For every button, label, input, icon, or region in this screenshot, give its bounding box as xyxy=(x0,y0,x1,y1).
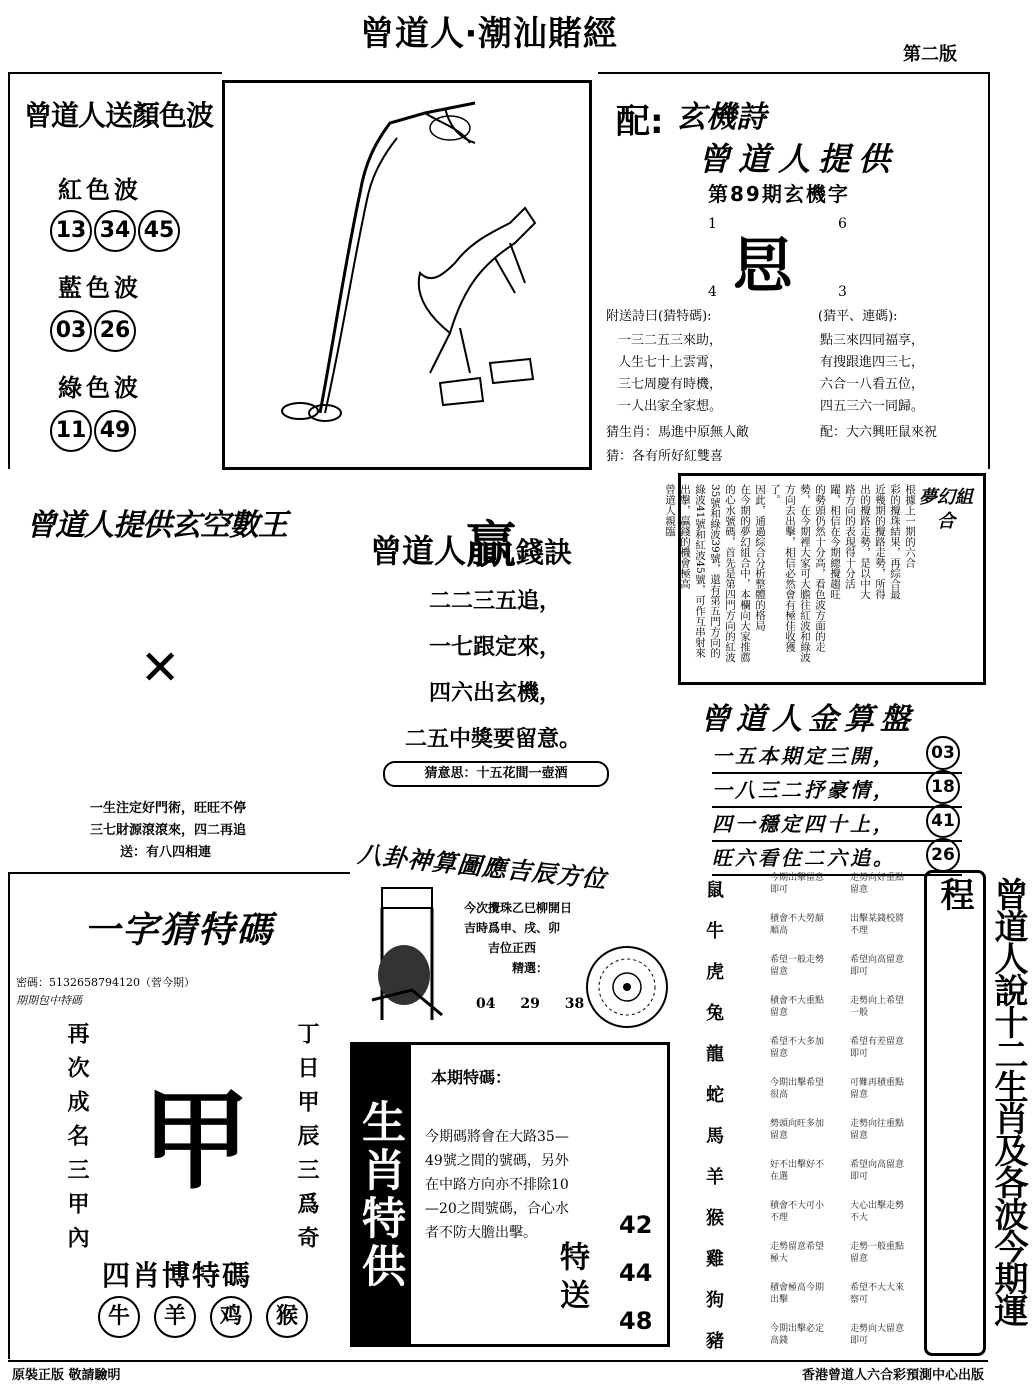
shuwang-title: 曾道人提供玄空數王 xyxy=(26,508,287,543)
shengxiao-head: 本期特碼： xyxy=(431,1068,512,1087)
zodiac-fortune: 好不出擊好不在選 xyxy=(770,1160,825,1182)
jinsuan-num: 26 xyxy=(926,838,960,872)
xuanji-issue: 第89期玄機字 xyxy=(708,182,850,206)
xuanji-panel xyxy=(598,72,990,469)
wave-red-nums xyxy=(50,210,182,252)
footer-left: 原裝正版 敬請驗明 xyxy=(12,1368,121,1383)
mengzuhe-col: 近幾期的攪路走勢，所得 xyxy=(874,484,886,600)
poem-a xyxy=(618,330,722,418)
bagua-line: 吉位正西 xyxy=(488,941,537,955)
zodiac-fortune: 走勢向大留意即可 xyxy=(850,1324,905,1346)
jinsuan-row-text: 旺六看住二六追。 xyxy=(712,846,896,870)
yizi-four-title: 四肖博特碼 xyxy=(102,1259,253,1292)
zodiac-fortune: 大心出擊走勢不大 xyxy=(850,1201,905,1223)
edition-label: 第二版 xyxy=(903,44,957,65)
poem-line: 六合一八看五位， xyxy=(820,377,925,392)
page-title: 曾道人‧潮汕賭經 xyxy=(360,14,618,54)
wave-red-label: 紅色波 xyxy=(58,176,142,204)
mengzuhe-col: 勢，在今期裡大家可大膽往紅波和綠波 xyxy=(799,484,811,663)
zodiac-row xyxy=(680,1071,920,1116)
mengzuhe-col: 躍，相信在今期總攪趨旺 xyxy=(829,484,841,600)
jinsuan-title: 曾道人金算盤 xyxy=(700,702,916,737)
horse-picture-frame xyxy=(222,80,592,470)
zodiac-animal: 猴 xyxy=(706,1208,724,1229)
zodiac-row xyxy=(680,1194,920,1239)
jinsuan-num: 41 xyxy=(926,804,960,838)
zodiac-row xyxy=(680,1317,920,1362)
zodiac-fortune: 希望一般走勢留意 xyxy=(770,955,825,977)
bagua-line: 今次攪珠乙巳柳開日 xyxy=(464,901,573,915)
xuanji-char: 㤙 xyxy=(733,232,793,302)
guess-meaning: 猜：各有所好紅雙喜 xyxy=(606,449,724,464)
xuanji-digit-6: 6 xyxy=(838,216,847,232)
xuanji-digit-1: 1 xyxy=(708,216,717,232)
footer-right: 香港曾道人六合彩預測中心出版 xyxy=(801,1368,984,1383)
zodiac-row xyxy=(680,1030,920,1075)
zodiac-side-box xyxy=(924,870,1028,1356)
wave-green-nums xyxy=(50,410,138,452)
zodiac-fortune: 積會極高今期出擊 xyxy=(770,1283,825,1305)
yizi-title: 一字猜特碼 xyxy=(84,910,275,951)
zodiac-fortune: 走勢向好重點留意 xyxy=(850,873,905,895)
zodiac-pick: 羊 xyxy=(154,1296,196,1338)
jinsuan-table xyxy=(712,740,962,876)
mengzuhe-title: 夢幻組合 xyxy=(919,487,973,532)
shengxiao-body: 今期碼將會在大路35—49號之間的號碼，另外在中路方向亦不排除10—20之間號碼，合心水者不防大膽出擊。 xyxy=(425,1129,569,1241)
zodiac-row xyxy=(680,866,920,911)
mengzuhe-col: 方向去出擊，相信必然會有極佳收獲 xyxy=(784,484,796,652)
poem-line: 一三二五三來助， xyxy=(618,333,723,348)
yingqian-title xyxy=(370,505,572,577)
zodiac-fortune: 可難再積重點留意 xyxy=(850,1078,905,1100)
zodiac-fortune: 積會不大勞頗順高 xyxy=(770,914,825,936)
xuanji-prefix: 配: xyxy=(616,102,664,142)
zodiac-row xyxy=(680,1112,920,1157)
mengzuhe-text xyxy=(662,484,917,674)
yizi-code: 密碼：5132658794120（菅今期） xyxy=(16,976,195,989)
mengzuhe-col: 曾道人親臨 xyxy=(664,484,676,537)
shuwang-lines xyxy=(90,798,246,864)
yingqian-title-b: 贏 xyxy=(466,516,517,574)
bagua-num: 04 xyxy=(476,996,496,1012)
shuwang-line: 三七財源滾滾來，四二再追 xyxy=(90,823,247,838)
yizi-right-verse: 丁日甲辰三爲奇 xyxy=(294,1022,320,1260)
zodiac-animal: 豬 xyxy=(706,1331,724,1352)
bagua-label: 精選： xyxy=(512,961,549,975)
poem-line: 有搜跟進四三七， xyxy=(820,355,925,370)
yizi-left-verse: 再次成名三甲內 xyxy=(64,1022,90,1260)
xuanji-provider: 曾道人提供 xyxy=(698,140,899,178)
zodiac-fortune: 希望向高留意即可 xyxy=(850,955,905,977)
xuanji-title: 玄機詩 xyxy=(676,100,766,135)
zodiac-fortune: 希望有差留意即可 xyxy=(850,1037,905,1059)
zodiac-fortune: 積會不大可小不理 xyxy=(770,1201,825,1223)
zodiac-animal: 羊 xyxy=(706,1167,724,1188)
poem-b xyxy=(820,330,924,418)
yingqian-title-a: 曾道人 xyxy=(370,532,467,570)
jinsuan-num: 03 xyxy=(926,736,960,770)
zodiac-animal: 鼠 xyxy=(706,880,724,901)
zodiac-row xyxy=(680,989,920,1034)
yingqian-title-c: 錢訣 xyxy=(516,536,573,569)
mengzuhe-col: 出擊，贏錢的機會極高 xyxy=(679,484,691,589)
mengzuhe-col: 的心水號碼，首先是第四門方向的紅波 xyxy=(724,484,736,663)
poem-line: 一人出家全家想。 xyxy=(618,399,723,414)
zodiac-fortune: 今期出擊希望很高 xyxy=(770,1078,825,1100)
footer-rule xyxy=(8,1360,988,1362)
shuwang-glyph: ✕ xyxy=(140,640,181,696)
zodiac-animal: 雞 xyxy=(706,1249,724,1270)
zodiac-row xyxy=(680,1235,920,1280)
yingqian-line: 四六出玄機， xyxy=(429,680,562,706)
jinsuan-row-text: 四一穩定四十上， xyxy=(712,812,896,836)
zodiac-fortune: 希望不大大來察可 xyxy=(850,1283,905,1305)
jinsuan-row-text: 一五本期定三開， xyxy=(712,744,896,768)
zodiac-animal: 兔 xyxy=(706,1003,724,1024)
wave-num: 34 xyxy=(94,210,136,252)
zodiac-fortune: 出擊某錢校將不理 xyxy=(850,914,905,936)
shengxiao-num: 42 xyxy=(619,1211,653,1239)
bagua-nums xyxy=(476,996,584,1012)
jinsuan-row-text: 一八三二抒豪情， xyxy=(712,778,896,802)
guess-pair: 配：大六興旺鼠來祝 xyxy=(820,425,938,440)
zodiac-animal: 龍 xyxy=(706,1044,724,1065)
mengzuhe-col: 根據上一期的六合 xyxy=(904,484,916,568)
horse-tree-illustration xyxy=(225,83,589,467)
wave-num: 03 xyxy=(50,310,92,352)
poem-b-head: (猜平、連碼): xyxy=(818,309,898,324)
yizi-sub: 期期包中特碼 xyxy=(16,994,82,1007)
zodiac-pick: 牛 xyxy=(98,1296,140,1338)
yizi-four-items xyxy=(98,1296,310,1338)
bagua-lines xyxy=(464,898,572,978)
zodiac-animal: 馬 xyxy=(706,1126,724,1147)
zodiac-row xyxy=(680,1276,920,1321)
guess-zodiac: 猜生肖：馬進中原無人敵 xyxy=(606,425,750,440)
bagua-num: 29 xyxy=(520,996,540,1012)
shengxiao-side: 生肖特供 xyxy=(353,1045,411,1344)
yingqian-lines xyxy=(405,578,581,762)
jinsuan-row xyxy=(712,740,962,774)
zodiac-fortune: 走勢向往重點留意 xyxy=(850,1119,905,1141)
yingqian-hint-box xyxy=(383,761,609,787)
poem-a-head: 附送詩曰(猜特碼): xyxy=(606,309,712,324)
bagua-line: 吉時爲申、戌、卯 xyxy=(464,921,561,935)
zodiac-pick: 猴 xyxy=(266,1296,308,1338)
wave-num: 49 xyxy=(94,410,136,452)
xuanji-digit-3: 3 xyxy=(838,284,847,300)
jinsuan-row xyxy=(712,774,962,808)
wave-panel xyxy=(8,72,222,469)
wave-green-label: 綠色波 xyxy=(58,374,142,402)
zodiac-fortune: 今期出擊必定高錢 xyxy=(770,1324,825,1346)
yizi-char: 甲 xyxy=(142,1079,251,1204)
yizi-panel xyxy=(8,872,350,1359)
wave-title: 曾道人送顏色波 xyxy=(24,99,214,132)
shengxiao-num: 48 xyxy=(619,1307,653,1335)
mengzuhe-col: 了。 xyxy=(769,484,781,505)
zodiac-side-title: 曾道人說十二生肖及各波今期運程 xyxy=(934,877,1028,1325)
zodiac-fortune: 今期出擊留意即可 xyxy=(770,873,825,895)
zodiac-animal: 虎 xyxy=(706,962,724,983)
bagua-warrior-illustration xyxy=(362,880,454,1030)
bagua-title: 八卦神算圖應吉辰方位 xyxy=(356,839,609,894)
poem-line: 人生七十上雲霄， xyxy=(618,355,723,370)
wave-num: 26 xyxy=(94,310,136,352)
zodiac-fortune: 勢頭向旺多加留意 xyxy=(770,1119,825,1141)
zodiac-animal: 狗 xyxy=(706,1290,724,1311)
bagua-compass-icon xyxy=(584,944,670,1030)
shengxiao-num: 44 xyxy=(619,1259,653,1287)
zodiac-fortune: 走勢留意希望極大 xyxy=(770,1242,825,1264)
zodiac-fortune: 積會不大重點留意 xyxy=(770,996,825,1018)
zodiac-fortune: 走勢向上希望一般 xyxy=(850,996,905,1018)
jinsuan-row xyxy=(712,808,962,842)
zodiac-fortune: 希望向高留意即可 xyxy=(850,1160,905,1182)
wave-num: 45 xyxy=(138,210,180,252)
wave-blue-nums xyxy=(50,310,138,352)
bagua-num: 38 xyxy=(564,996,585,1012)
shengxiao-nums xyxy=(619,1201,652,1345)
zodiac-animal: 牛 xyxy=(706,921,724,942)
zodiac-fortune: 走勢一般重點留意 xyxy=(850,1242,905,1264)
mengzuhe-col: 彩的攪珠結果，再綜合最 xyxy=(889,484,901,600)
yingqian-line: 一七跟定來， xyxy=(429,634,562,660)
wave-blue-label: 藍色波 xyxy=(58,274,142,302)
mengzuhe-col: 35號和綠波39號，還有第五門方向的 xyxy=(709,484,721,658)
shuwang-line: 一生注定好門術，旺旺不停 xyxy=(90,801,247,816)
mengzuhe-col: 因此，通過綜合分析整體的格局 xyxy=(754,484,766,631)
shuwang-line: 送：有八四相連 xyxy=(120,845,212,860)
yingqian-hint: 猜意思：十五花間一壺酒 xyxy=(424,766,568,781)
jinsuan-num: 18 xyxy=(926,770,960,804)
zodiac-animal: 蛇 xyxy=(706,1085,724,1106)
zodiac-fortune: 希望不大多加留意 xyxy=(770,1037,825,1059)
poem-line: 四五三六一同歸。 xyxy=(820,399,925,414)
poem-line: 三七周慶有時機， xyxy=(618,377,723,392)
mengzuhe-col: 在今期的夢幻組合中，本欄向大家推薦 xyxy=(739,484,751,663)
yingqian-line: 二二三五追， xyxy=(429,588,562,614)
zodiac-row xyxy=(680,948,920,993)
zodiac-table xyxy=(680,866,920,1358)
mengzuhe-col: 的勢頭仍然十分高，看色波方面的走 xyxy=(814,484,826,652)
yingqian-line: 二五中獎要留意。 xyxy=(405,726,582,752)
mengzuhe-col: 出的攪路走勢，是以中大 xyxy=(859,484,871,600)
mengzuhe-col: 路方向的表現得十分活 xyxy=(844,484,856,589)
mengzuhe-box xyxy=(664,473,986,685)
shengxiao-te: 特送 xyxy=(554,1241,589,1317)
xuanji-digit-4: 4 xyxy=(708,284,717,300)
mengzuhe-col: 綠波41號和紅波45號，可作互串射來 xyxy=(694,484,706,658)
shengxiao-box xyxy=(350,1042,670,1347)
wave-num: 13 xyxy=(50,210,92,252)
zodiac-row xyxy=(680,1153,920,1198)
wave-num: 11 xyxy=(50,410,92,452)
zodiac-row xyxy=(680,907,920,952)
zodiac-pick: 鸡 xyxy=(210,1296,252,1338)
poem-line: 點三來四同福享， xyxy=(820,333,925,348)
